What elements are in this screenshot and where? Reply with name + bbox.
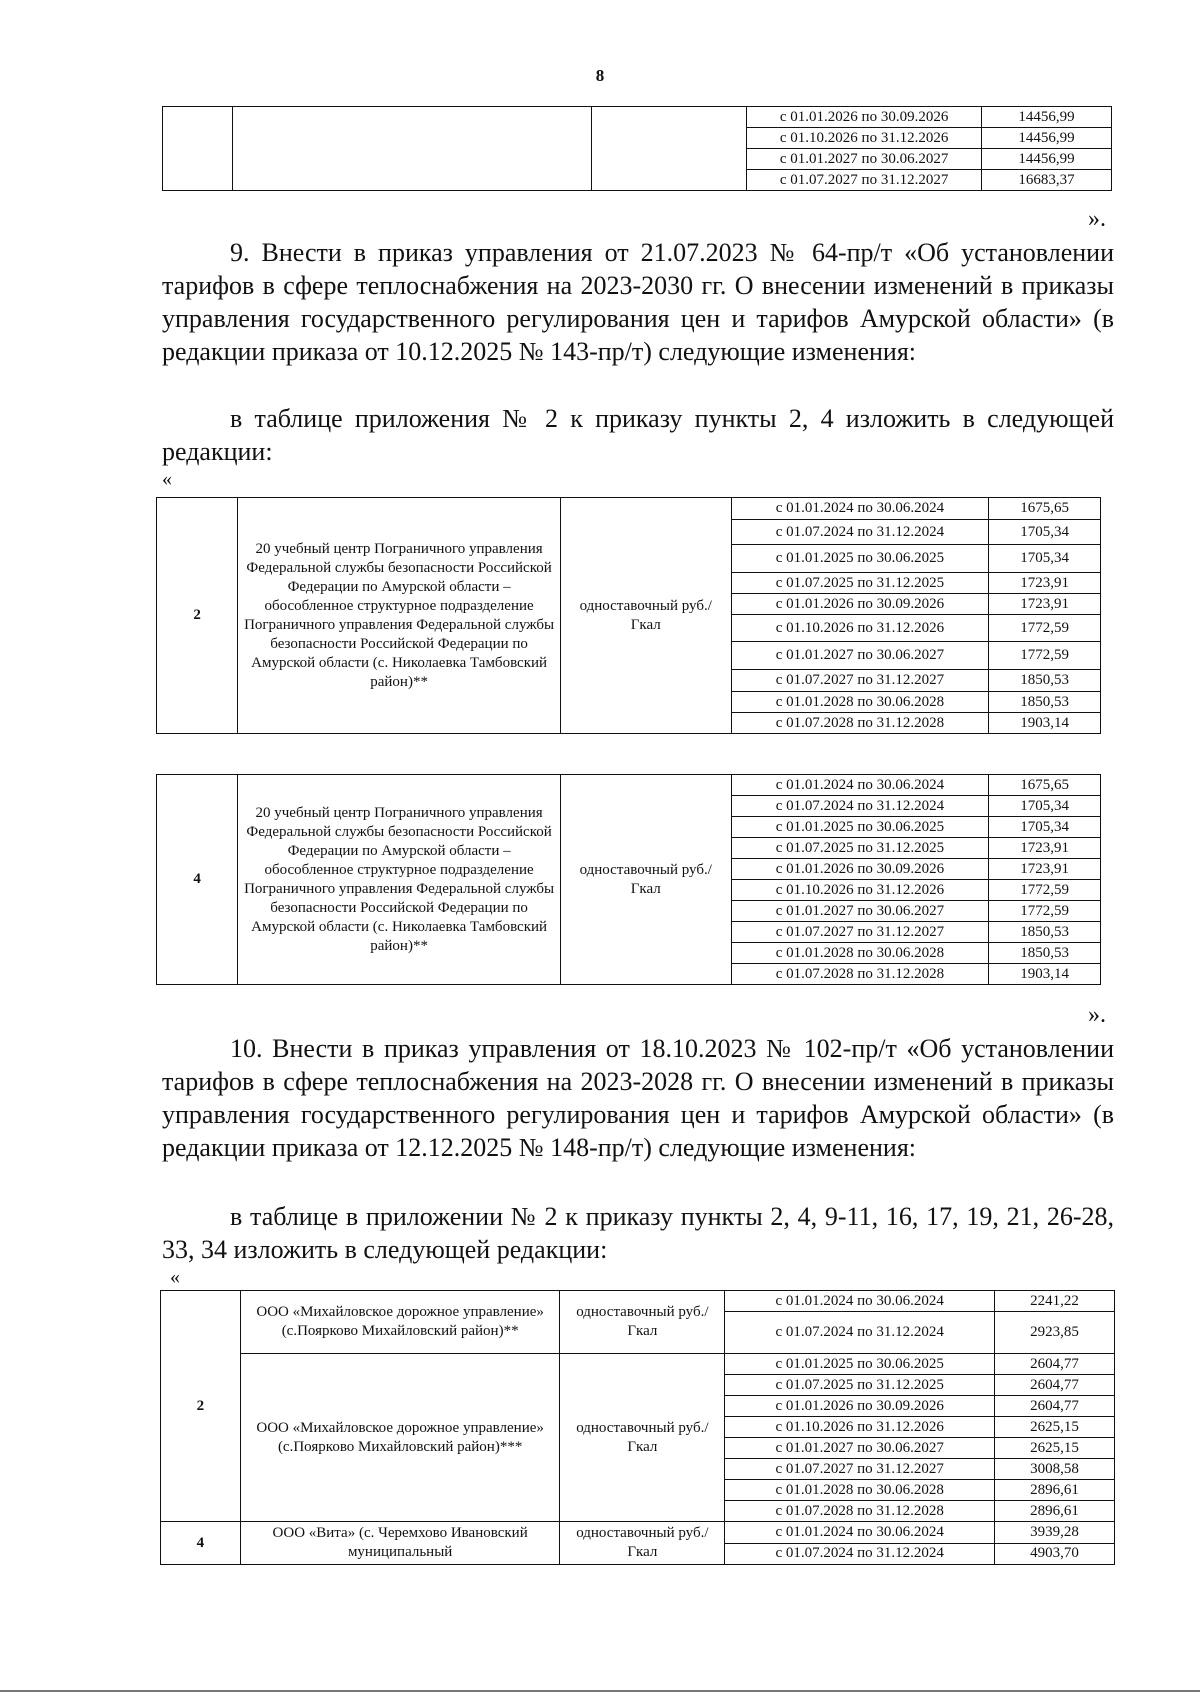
period-cell: с 01.07.2024 по 31.12.2024 <box>731 520 989 545</box>
value-cell: 1705,34 <box>989 817 1101 838</box>
open-quote: « <box>162 468 172 490</box>
tariff-unit: одноставочный руб./Гкал <box>560 1522 725 1565</box>
tariff-unit: одноставочный руб./Гкал <box>560 1354 725 1522</box>
period-cell: с 01.07.2028 по 31.12.2028 <box>725 1501 995 1522</box>
continuation-table <box>162 106 1112 191</box>
period-cell: с 01.07.2025 по 31.12.2025 <box>731 838 989 859</box>
period-cell: с 01.07.2024 по 31.12.2024 <box>725 1543 995 1565</box>
period-cell: с 01.07.2024 по 31.12.2024 <box>725 1312 995 1354</box>
value-cell: 1772,59 <box>989 880 1101 901</box>
value-cell: 1772,59 <box>989 901 1101 922</box>
entity-name: ООО «Вита» (с. Черемхово Ивановский муниципальный <box>240 1522 560 1565</box>
tariff-unit: одноставочный руб./Гкал <box>560 1291 725 1354</box>
value-cell: 2923,85 <box>995 1312 1115 1354</box>
value-cell: 4903,70 <box>995 1543 1115 1565</box>
section-10-paragraph: 10. Внести в приказ управления от 18.10.2023 № 102-пр/т «Об установлении тарифов в сфере теплоснабжения на 2023-2028 гг. О внесении изменений в приказы управления государственного регулирования цен и тарифов Амурской области» (в редакции приказа от 12.12.2025 № 148-пр/т) следующие изменения: <box>162 1034 1114 1162</box>
period-cell: с 01.10.2026 по 31.12.2026 <box>731 615 989 642</box>
period-cell: с 01.01.2025 по 30.06.2025 <box>731 817 989 838</box>
tariff-unit: одноставочный руб./Гкал <box>560 498 731 734</box>
period-cell: с 01.07.2027 по 31.12.2027 <box>725 1459 995 1480</box>
tariff-unit: одноставочный руб./Гкал <box>560 775 731 985</box>
value-cell: 2604,77 <box>995 1396 1115 1417</box>
period-cell: с 01.01.2024 по 30.06.2024 <box>731 498 989 520</box>
closing-quote: ». <box>1088 206 1106 232</box>
value-cell: 2241,22 <box>995 1291 1115 1312</box>
period-cell: с 01.01.2028 по 30.06.2028 <box>731 692 989 713</box>
open-quote: « <box>170 1266 180 1288</box>
period-cell: с 01.07.2028 по 31.12.2028 <box>731 964 989 985</box>
period-cell: с 01.01.2026 по 30.09.2026 <box>747 107 982 128</box>
tariff-table-section-10 <box>160 1290 1115 1565</box>
page-number: 8 <box>595 66 605 85</box>
value-cell: 2625,15 <box>995 1438 1115 1459</box>
closing-quote: ». <box>1088 1002 1106 1028</box>
period-cell: с 01.01.2027 по 30.06.2027 <box>731 901 989 922</box>
entity-name: 20 учебный центр Пограничного управления Федеральной службы безопасности Российской Федерации по Амурской области – обособленное структурное подразделение Пограничного управления Федеральной службы безопасности Российской Федерации по Амурской области (с. Николаевка Тамбовский район)** <box>238 775 561 985</box>
period-cell: с 01.07.2025 по 31.12.2025 <box>731 573 989 594</box>
entity-name: ООО «Михайловское дорожное управление» (с.Поярково Михайловский район)** <box>240 1291 560 1354</box>
tariff-table-item-2 <box>156 497 1101 734</box>
period-cell: с 01.01.2028 по 30.06.2028 <box>731 943 989 964</box>
period-cell: с 01.10.2026 по 31.12.2026 <box>747 128 982 149</box>
period-cell: с 01.01.2024 по 30.06.2024 <box>731 775 989 796</box>
period-cell: с 01.07.2027 по 31.12.2027 <box>747 170 982 191</box>
value-cell: 16683,37 <box>982 170 1112 191</box>
section-9-instruction: в таблице приложения № 2 к приказу пункты 2, 4 изложить в следующей редакции: <box>162 404 1114 466</box>
period-cell: с 01.01.2027 по 30.06.2027 <box>725 1438 995 1459</box>
period-cell: с 01.07.2025 по 31.12.2025 <box>725 1375 995 1396</box>
value-cell: 14456,99 <box>982 107 1112 128</box>
item-number: 4 <box>161 1522 241 1565</box>
value-cell: 2604,77 <box>995 1375 1115 1396</box>
entity-name: ООО «Михайловское дорожное управление» (с.Поярково Михайловский район)*** <box>240 1354 560 1522</box>
item-number: 2 <box>157 498 238 734</box>
value-cell: 1903,14 <box>989 713 1101 734</box>
value-cell: 1705,34 <box>989 796 1101 817</box>
period-cell: с 01.01.2027 по 30.06.2027 <box>731 642 989 670</box>
period-cell: с 01.01.2026 по 30.09.2026 <box>725 1396 995 1417</box>
value-cell: 1850,53 <box>989 670 1101 692</box>
value-cell: 1772,59 <box>989 615 1101 642</box>
value-cell: 1723,91 <box>989 838 1101 859</box>
value-cell: 1675,65 <box>989 498 1101 520</box>
period-cell: с 01.10.2026 по 31.12.2026 <box>725 1417 995 1438</box>
period-cell: с 01.07.2027 по 31.12.2027 <box>731 922 989 943</box>
empty-entity-cell <box>232 107 591 191</box>
period-cell: с 01.01.2028 по 30.06.2028 <box>725 1480 995 1501</box>
period-cell: с 01.01.2024 по 30.06.2024 <box>725 1522 995 1544</box>
period-cell: с 01.07.2028 по 31.12.2028 <box>731 713 989 734</box>
item-number: 2 <box>161 1291 241 1522</box>
value-cell: 1723,91 <box>989 573 1101 594</box>
value-cell: 2604,77 <box>995 1354 1115 1375</box>
period-cell: с 01.01.2025 по 30.06.2025 <box>731 545 989 573</box>
period-cell: с 01.01.2024 по 30.06.2024 <box>725 1291 995 1312</box>
value-cell: 1723,91 <box>989 594 1101 615</box>
period-cell: с 01.07.2024 по 31.12.2024 <box>731 796 989 817</box>
value-cell: 1903,14 <box>989 964 1101 985</box>
period-cell: с 01.07.2027 по 31.12.2027 <box>731 670 989 692</box>
period-cell: с 01.01.2025 по 30.06.2025 <box>725 1354 995 1375</box>
value-cell: 14456,99 <box>982 149 1112 170</box>
tariff-table-item-4 <box>156 774 1101 985</box>
period-cell: с 01.01.2027 по 30.06.2027 <box>747 149 982 170</box>
value-cell: 3939,28 <box>995 1522 1115 1544</box>
value-cell: 1850,53 <box>989 943 1101 964</box>
value-cell: 1850,53 <box>989 922 1101 943</box>
value-cell: 1723,91 <box>989 859 1101 880</box>
entity-name: 20 учебный центр Пограничного управления Федеральной службы безопасности Российской Федерации по Амурской области – обособленное структурное подразделение Пограничного управления Федеральной службы безопасности Российской Федерации по Амурской области (с. Николаевка Тамбовский район)** <box>238 498 561 734</box>
value-cell: 14456,99 <box>982 128 1112 149</box>
value-cell: 1772,59 <box>989 642 1101 670</box>
value-cell: 1850,53 <box>989 692 1101 713</box>
value-cell: 2896,61 <box>995 1501 1115 1522</box>
value-cell: 1675,65 <box>989 775 1101 796</box>
period-cell: с 01.01.2026 по 30.09.2026 <box>731 594 989 615</box>
period-cell: с 01.10.2026 по 31.12.2026 <box>731 880 989 901</box>
period-cell: с 01.01.2026 по 30.09.2026 <box>731 859 989 880</box>
value-cell: 3008,58 <box>995 1459 1115 1480</box>
page-bottom-edge <box>0 1690 1200 1692</box>
empty-unit-cell <box>592 107 747 191</box>
empty-number-cell <box>163 107 233 191</box>
value-cell: 2896,61 <box>995 1480 1115 1501</box>
value-cell: 1705,34 <box>989 520 1101 545</box>
value-cell: 1705,34 <box>989 545 1101 573</box>
item-number: 4 <box>157 775 238 985</box>
section-9-paragraph: 9. Внести в приказ управления от 21.07.2023 № 64-пр/т «Об установлении тарифов в сфере теплоснабжения на 2023-2030 гг. О внесении изменений в приказы управления государственного регулирования цен и тарифов Амурской области» (в редакции приказа от 10.12.2025 № 143-пр/т) следующие изменения: <box>162 238 1114 366</box>
value-cell: 2625,15 <box>995 1417 1115 1438</box>
section-10-instruction: в таблице в приложении № 2 к приказу пункты 2, 4, 9-11, 16, 17, 19, 21, 26-28, 33, 34 изложить в следующей редакции: <box>162 1202 1114 1264</box>
